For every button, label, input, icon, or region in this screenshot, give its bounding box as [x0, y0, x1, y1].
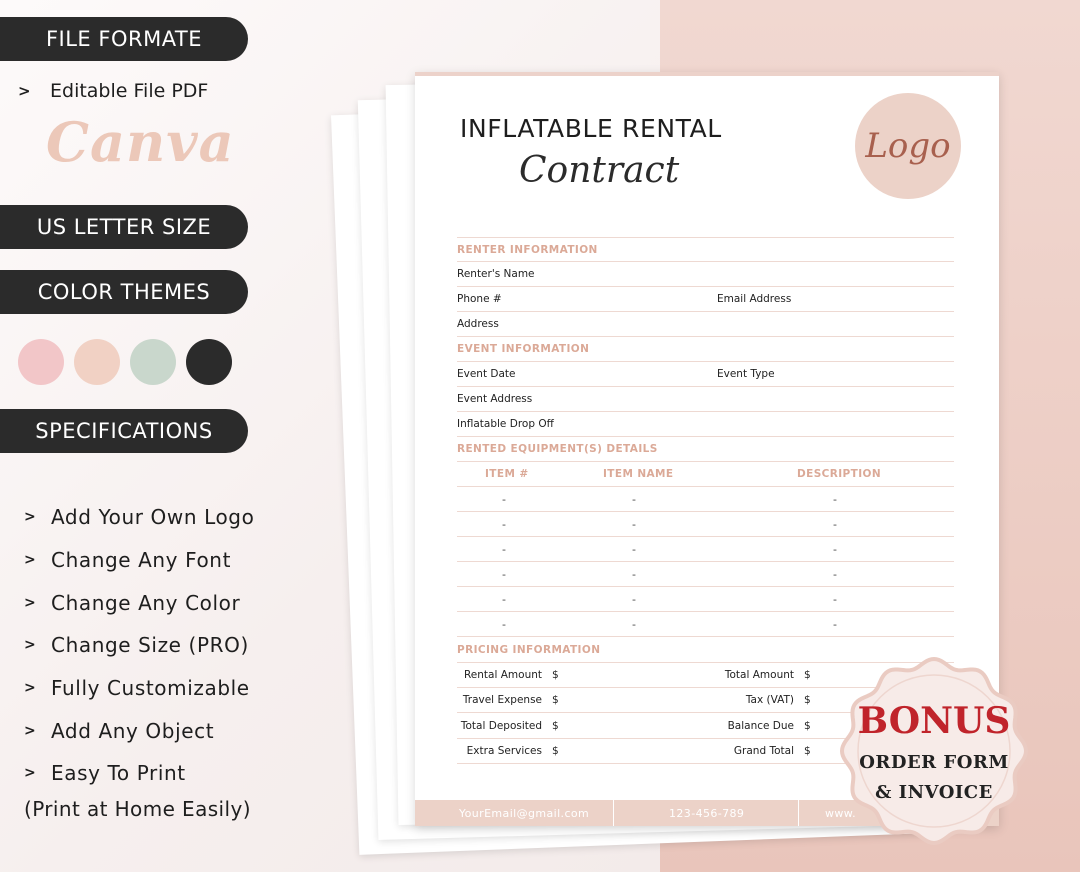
pricing-label: Tax (VAT) [745, 694, 794, 707]
bonus-line-1: ORDER FORM [859, 752, 1009, 773]
event-date-row [457, 362, 954, 387]
currency-symbol: $ [552, 744, 559, 757]
spec-item-label: Change Any Font [51, 548, 232, 573]
color-swatch[interactable] [18, 339, 64, 385]
drop-off-row [457, 412, 954, 437]
currency-symbol: $ [804, 719, 811, 732]
event-address-label: Event Address [457, 393, 533, 405]
event-address-row [457, 387, 954, 412]
table-row [457, 512, 954, 537]
editable-file-item [18, 80, 208, 102]
canva-logo-text: Canva [46, 110, 235, 174]
currency-symbol: $ [804, 694, 811, 707]
table-cell: - [632, 567, 636, 581]
table-row [457, 612, 954, 637]
currency-symbol: $ [552, 669, 559, 681]
pricing-label: Grand Total [733, 744, 794, 757]
equipment-section-text: RENTED EQUIPMENT(S) DETAILS [457, 443, 658, 455]
spec-item [24, 752, 254, 795]
chevron-right-icon: > [24, 637, 37, 654]
spec-item [24, 496, 254, 539]
column-item-name: ITEM NAME [603, 468, 674, 480]
table-cell: - [833, 567, 837, 581]
spec-item [24, 667, 254, 710]
chevron-right-icon: > [24, 594, 37, 611]
themes-text: COLOR THEMES [37, 280, 211, 304]
event-section-text: EVENT INFORMATION [457, 343, 590, 355]
address-label: Address [457, 318, 499, 330]
footer-divider [798, 800, 799, 826]
pricing-label: Extra Services [466, 744, 542, 757]
drop-off-label: Inflatable Drop Off [457, 418, 554, 430]
chevron-right-icon: > [24, 552, 37, 569]
table-cell: - [833, 617, 837, 631]
pricing-label: Travel Expense [462, 694, 542, 707]
table-row [457, 487, 954, 512]
event-section-header [457, 337, 954, 362]
table-cell: - [502, 542, 506, 556]
spec-item-label: Easy To Print [51, 761, 186, 786]
specifications-list [24, 496, 254, 795]
pricing-section-text: PRICING INFORMATION [457, 644, 601, 656]
color-themes-label [0, 270, 248, 314]
logo-placeholder [855, 93, 961, 199]
pricing-label: Rental Amount [463, 669, 542, 681]
renter-section-header [457, 237, 954, 262]
email-label: Email Address [717, 293, 792, 305]
specifications-label [0, 409, 248, 453]
size-text: US LETTER SIZE [36, 215, 212, 239]
table-row [457, 537, 954, 562]
file-format-text: FILE FORMATE [45, 27, 203, 51]
spec-item [24, 709, 254, 752]
logo-text: Logo [865, 126, 951, 166]
currency-symbol: $ [804, 744, 811, 757]
renter-name-label: Renter's Name [457, 268, 535, 280]
currency-symbol: $ [804, 669, 811, 681]
color-swatch[interactable] [74, 339, 120, 385]
spec-item-label: Fully Customizable [51, 676, 250, 701]
document-title: INFLATABLE RENTAL [460, 114, 722, 143]
print-note: (Print at Home Easily) [24, 797, 251, 821]
renter-name-row [457, 262, 954, 287]
table-cell: - [833, 517, 837, 531]
table-row [457, 587, 954, 612]
spec-item-label: Add Your Own Logo [51, 505, 255, 530]
spec-item-label: Change Size (PRO) [51, 633, 249, 658]
address-row [457, 312, 954, 337]
table-cell: - [632, 517, 636, 531]
specs-text: SPECIFICATIONS [35, 419, 213, 443]
spec-item-label: Change Any Color [51, 590, 241, 615]
spec-item [24, 581, 254, 624]
table-cell: - [632, 617, 636, 631]
pricing-label: Total Amount [724, 669, 794, 681]
bonus-badge [838, 655, 1030, 847]
equipment-section-header [457, 437, 954, 462]
equipment-table-header [457, 462, 954, 487]
table-cell: - [502, 567, 506, 581]
table-cell: - [632, 542, 636, 556]
chevron-right-icon: > [24, 765, 37, 782]
event-date-label: Event Date [457, 368, 516, 380]
chevron-right-icon: > [18, 82, 31, 100]
table-row [457, 562, 954, 587]
phone-label: Phone # [457, 293, 502, 305]
column-description: DESCRIPTION [797, 468, 882, 480]
event-type-label: Event Type [717, 368, 775, 380]
chevron-right-icon: > [24, 680, 37, 697]
table-cell: - [632, 492, 636, 506]
currency-symbol: $ [552, 694, 559, 707]
spec-item [24, 539, 254, 582]
footer-phone: 123-456-789 [669, 806, 745, 820]
table-cell: - [502, 517, 506, 531]
bonus-line-2: & INVOICE [875, 782, 993, 803]
chevron-right-icon: > [24, 722, 37, 739]
chevron-right-icon: > [24, 509, 37, 526]
table-cell: - [502, 492, 506, 506]
pricing-label: Balance Due [727, 719, 794, 732]
table-cell: - [833, 542, 837, 556]
currency-symbol: $ [552, 719, 559, 732]
table-cell: - [632, 592, 636, 606]
us-letter-size-label [0, 205, 248, 249]
renter-section-text: RENTER INFORMATION [457, 243, 598, 256]
bonus-title: BONUS [857, 700, 1011, 742]
column-item-number: ITEM # [485, 468, 529, 480]
footer-divider [613, 800, 614, 826]
table-cell: - [833, 492, 837, 506]
document-subtitle: Contract [519, 150, 680, 191]
color-swatch[interactable] [186, 339, 232, 385]
table-cell: - [833, 592, 837, 606]
phone-email-row [457, 287, 954, 312]
pricing-label: Total Deposited [460, 719, 542, 732]
table-cell: - [502, 592, 506, 606]
spec-item-label: Add Any Object [51, 718, 215, 743]
table-cell: - [502, 617, 506, 631]
color-swatch[interactable] [130, 339, 176, 385]
footer-email: YourEmail@gmail.com [459, 806, 590, 820]
file-format-label [0, 17, 248, 61]
spec-item [24, 624, 254, 667]
footer-website: www. [825, 806, 857, 820]
editable-file-text: Editable File PDF [50, 80, 209, 102]
